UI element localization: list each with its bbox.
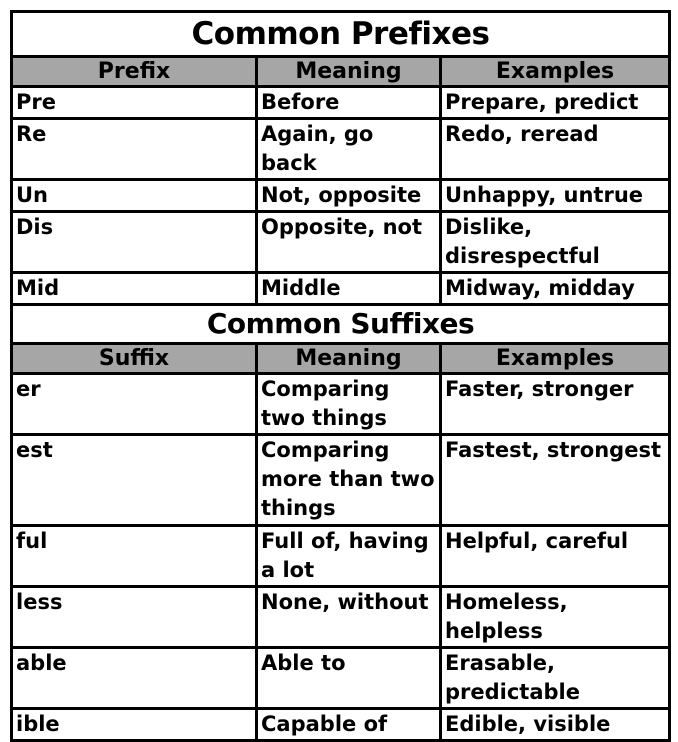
prefix-header-row bbox=[12, 57, 670, 87]
examples-cell: Dislike, disrespectful bbox=[441, 212, 670, 273]
meaning-cell: Middle bbox=[257, 273, 441, 305]
meaning-column-header: Meaning bbox=[257, 344, 441, 374]
examples-cell: Helpful, careful bbox=[441, 526, 670, 587]
meaning-cell: Opposite, not bbox=[257, 212, 441, 273]
suffix-cell: est bbox=[12, 435, 257, 526]
prefix-cell: Pre bbox=[12, 87, 257, 119]
prefix-column-header: Prefix bbox=[12, 57, 257, 87]
prefix-title: Common Prefixes bbox=[12, 12, 670, 57]
affix-table bbox=[10, 10, 671, 742]
meaning-cell: Again, go back bbox=[257, 119, 441, 180]
suffix-title-row bbox=[12, 305, 670, 344]
meaning-cell: Capable of bbox=[257, 709, 441, 741]
suffix-cell: ful bbox=[12, 526, 257, 587]
table-row bbox=[12, 374, 670, 435]
meaning-cell: Before bbox=[257, 87, 441, 119]
examples-column-header: Examples bbox=[441, 344, 670, 374]
meaning-cell: Able to bbox=[257, 648, 441, 709]
examples-cell: Erasable, predictable bbox=[441, 648, 670, 709]
examples-cell: Prepare, predict bbox=[441, 87, 670, 119]
examples-column-header: Examples bbox=[441, 57, 670, 87]
suffix-cell: less bbox=[12, 587, 257, 648]
examples-cell: Midway, midday bbox=[441, 273, 670, 305]
meaning-cell: Comparing two things bbox=[257, 374, 441, 435]
examples-cell: Fastest, strongest bbox=[441, 435, 670, 526]
table-row bbox=[12, 119, 670, 180]
meaning-cell: Full of, having a lot bbox=[257, 526, 441, 587]
table-row bbox=[12, 709, 670, 741]
examples-cell: Homeless, helpless bbox=[441, 587, 670, 648]
suffix-title: Common Suffixes bbox=[12, 305, 670, 344]
examples-cell: Edible, visible bbox=[441, 709, 670, 741]
meaning-cell: Comparing more than two things bbox=[257, 435, 441, 526]
suffix-cell: er bbox=[12, 374, 257, 435]
examples-cell: Faster, stronger bbox=[441, 374, 670, 435]
suffix-cell: able bbox=[12, 648, 257, 709]
meaning-cell: Not, opposite bbox=[257, 180, 441, 212]
table-row bbox=[12, 180, 670, 212]
table-row bbox=[12, 273, 670, 305]
prefix-cell: Dis bbox=[12, 212, 257, 273]
prefix-cell: Mid bbox=[12, 273, 257, 305]
affix-chart bbox=[10, 10, 668, 742]
table-row bbox=[12, 212, 670, 273]
prefix-title-row bbox=[12, 12, 670, 57]
table-row bbox=[12, 587, 670, 648]
suffix-header-row bbox=[12, 344, 670, 374]
suffix-cell: ible bbox=[12, 709, 257, 741]
table-row bbox=[12, 526, 670, 587]
table-row bbox=[12, 648, 670, 709]
prefix-cell: Un bbox=[12, 180, 257, 212]
table-row bbox=[12, 87, 670, 119]
examples-cell: Unhappy, untrue bbox=[441, 180, 670, 212]
prefix-cell: Re bbox=[12, 119, 257, 180]
meaning-column-header: Meaning bbox=[257, 57, 441, 87]
suffix-column-header: Suffix bbox=[12, 344, 257, 374]
table-row bbox=[12, 435, 670, 526]
meaning-cell: None, without bbox=[257, 587, 441, 648]
examples-cell: Redo, reread bbox=[441, 119, 670, 180]
